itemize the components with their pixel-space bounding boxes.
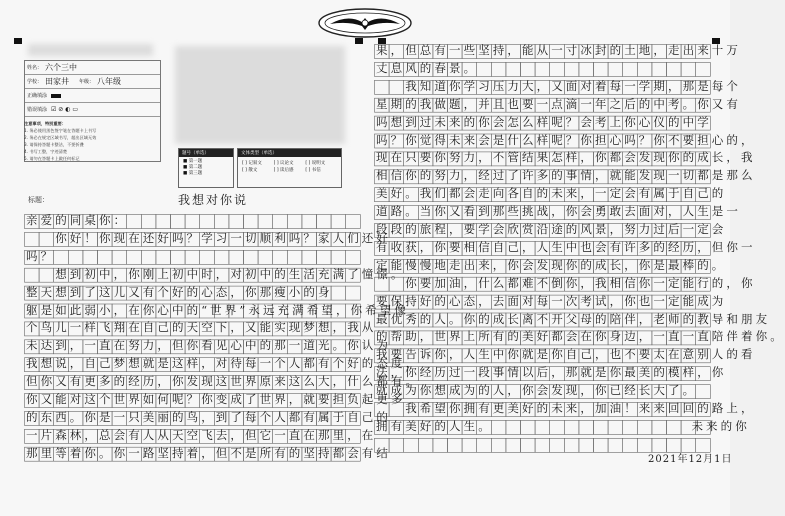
grid-cell	[433, 438, 448, 452]
genre-option[interactable]: [ ] 散文	[242, 168, 258, 173]
grid-cell	[448, 438, 463, 452]
grid-cell	[127, 215, 142, 229]
essay-line: 我知道你学习压力大，又面对着每一学期，那是每个	[376, 78, 741, 93]
essay-line: 你又能对这个世界如何呢？你变成了世界，就要担负起更多	[26, 392, 406, 406]
essay-line: 现在只要你努力，不管结果怎样，你都会发现你的成长，我	[376, 150, 756, 165]
grade-label: 年级：	[79, 79, 95, 85]
essay-date: 2021年12月1日	[648, 454, 733, 465]
name-row	[25, 61, 160, 75]
grid-cell	[214, 215, 229, 229]
grid-cell	[550, 62, 565, 76]
redacted-area	[28, 44, 153, 56]
genre-option[interactable]: [ ] 书信	[305, 168, 321, 173]
grid-cell	[477, 438, 492, 452]
grid-cell	[521, 62, 536, 76]
question-type-box: 题号（单选） ■ 第一题 ■ 第二题 ■ 第三题	[178, 148, 234, 188]
grid-cell	[491, 62, 506, 76]
grid-cell	[171, 215, 186, 229]
grid-cell	[594, 62, 609, 76]
grid-cell	[258, 250, 273, 264]
grid-cell	[200, 250, 215, 264]
essay-line: 星期的我做题，并且也要一点滴一年之后的中考。你又有	[376, 96, 741, 111]
essay-line: 整天想到了这儿又有个好的心态，你那瘦小的身	[26, 284, 333, 299]
grid-cell	[214, 250, 229, 264]
grid-cell	[521, 438, 536, 452]
grid-cell	[185, 250, 200, 264]
grid-cell	[404, 438, 419, 452]
grid-cell	[506, 62, 521, 76]
school-value: 田家井	[45, 77, 70, 86]
grid-cell	[535, 62, 550, 76]
essay-line: 吗？	[26, 248, 56, 263]
grid-cell	[156, 250, 171, 264]
grid-cell	[579, 62, 594, 76]
notes-title: 注意事项，特别重要：	[24, 121, 66, 126]
grid-cell	[623, 438, 638, 452]
grid-cell	[200, 215, 215, 229]
grid-cell	[317, 215, 332, 229]
note-line: 1. 务必使用黑色签字笔在答题卡上书写	[24, 128, 97, 133]
grid-cell	[579, 438, 594, 452]
grid-cell	[346, 215, 361, 229]
essay-line: 想到初中，你刚上初中时，对初中的生活充满了憧憬。	[26, 266, 406, 281]
grid-cell	[418, 438, 433, 452]
essay-line: 躯是如此弱小，在你心中的“世界”永远充满希望，你希望像	[26, 302, 409, 317]
essay-line: 那里等着你。你一路坚持着，但不是所有的坚持都会有结	[26, 445, 391, 460]
genre-option[interactable]: [ ] 读后感	[273, 168, 294, 173]
grid-cell	[229, 215, 244, 229]
grid-cell	[54, 250, 69, 264]
grid-cell	[652, 62, 667, 76]
note-line: 2. 务必在规定区域书写，超出区域无效	[24, 135, 97, 140]
grid-cell	[156, 215, 171, 229]
essay-line: 一片森林，总会有人从天空飞去，但它一直在那里，在	[26, 427, 377, 442]
grid-cell	[594, 438, 609, 452]
essay-line: 我想说，自己梦想就是这样，对待每一个人都有个好的态度，	[26, 356, 421, 371]
grid-cell	[564, 62, 579, 76]
grid-cell	[550, 438, 565, 452]
grid-cell	[83, 250, 98, 264]
filled-box-icon	[51, 94, 61, 98]
essay-line: 吗想到过未来的你会怎么样呢？会考上你心仪的中学	[376, 114, 712, 129]
grid-cell	[331, 250, 346, 264]
question-type-title: 题号（单选）	[179, 149, 233, 157]
note-line: 4. 书写工整，字迹清楚	[24, 149, 68, 154]
essay-line: 段段的旅程，要学会欣赏沿途的风景，努力过后一定会	[376, 222, 727, 236]
grid-cell	[681, 62, 696, 76]
grid-cell	[331, 215, 346, 229]
grid-cell	[462, 438, 477, 452]
grid-cell	[244, 215, 259, 229]
essay-line: 相信你的努力，经过了许多的事情，就能发现一切都是那么	[376, 168, 756, 183]
registration-mark	[14, 38, 22, 44]
grid-cell	[127, 250, 142, 264]
name-value: 六个三中	[45, 63, 78, 72]
grid-cell	[273, 215, 288, 229]
wrong-fill-label: 错误填涂	[27, 107, 48, 113]
grid-cell	[229, 250, 244, 264]
genre-option[interactable]: [ ] 议论文	[273, 161, 294, 166]
wrong-fill-row	[25, 103, 160, 117]
essay-line: 最优秀的人。你的成长离不开父母的陪伴，老师的教导和朋友	[376, 311, 771, 326]
essay-line: 我要告诉你，人生中你就是你自己，也不要太在意别人的看	[376, 347, 756, 362]
essay-line: 就成为你想成为的人，你会发现，你已经长大了。	[376, 383, 698, 398]
essay-line: 丈息风的春景。	[376, 60, 479, 75]
grid-cell	[491, 438, 506, 452]
grid-cell	[302, 250, 317, 264]
question-type-option[interactable]: 第二题	[188, 165, 203, 170]
essay-line: 吗？你觉得未来会是什么样呢？你担心吗？你不要担心的，	[376, 132, 756, 147]
essay-line: 要保持好的心态，去面对每一次考试，你也一定能成为	[376, 293, 727, 308]
school-row	[25, 75, 160, 89]
note-line: 3. 请保持答题卡整洁，不要折叠	[24, 142, 84, 147]
grid-cell	[623, 62, 638, 76]
grid-cell	[506, 438, 521, 452]
grid-cell	[667, 62, 682, 76]
grid-cell	[302, 215, 317, 229]
school-label: 学校：	[27, 79, 43, 85]
genre-option[interactable]: [ ] 说明文	[305, 161, 326, 166]
grid-cell	[389, 438, 404, 452]
emblem-logo-icon	[318, 8, 412, 38]
essay-line: 道路。当你又看到那些挑战，你会勇敢去面对，人生是一	[376, 204, 741, 219]
registration-mark	[355, 38, 363, 44]
genre-box	[237, 148, 342, 188]
grid-cell	[171, 250, 186, 264]
grid-cell	[331, 286, 346, 300]
essay-line: 你要加油，什么都难不倒你，我相信你一定能行的，你	[376, 275, 756, 290]
essay-line: 你好！你现在还好吗？学习一切顺利吗？家人们还好	[26, 230, 391, 245]
grid-cell	[287, 250, 302, 264]
essay-line: 但你又有更多的经历，你发现这世界原来这么大，什么都有。	[26, 374, 421, 389]
essay-title-label: 标题：	[28, 196, 49, 204]
wrong-fill-examples-icon: ☑ ⊘ ◐ ▭	[51, 106, 79, 113]
essay-line: 的东西。你是一只美丽的鸟，到了每个人都有属于自己的	[26, 409, 391, 424]
genre-title: 文体类型（单选）	[238, 149, 341, 157]
grid-cell	[98, 250, 113, 264]
essay-line: 亲爱的同桌你：	[26, 213, 129, 227]
grid-cell	[68, 250, 83, 264]
genre-option[interactable]: [ ] 记叙文	[242, 161, 262, 166]
grid-cell	[112, 250, 127, 264]
grid-cell	[346, 250, 361, 264]
essay-line: 美好。我们都会走向各自的未来，一定会有属于自己的	[376, 186, 727, 201]
essay-line: 个鸟儿一样飞翔在自己的天空下，又能实现梦想，我从	[26, 320, 377, 335]
essay-line: 未达到，一直在努力，但你看见心中的那一道光。你认为	[26, 338, 391, 353]
name-label: 姓名：	[27, 65, 43, 71]
essay-line: 我希望你拥有更美好的未来，加油！来来回回的路上，	[376, 401, 756, 415]
essay-line: 法，你经历过一段事情以后，那就是你最美的模样，你	[376, 365, 727, 380]
grid-cell	[346, 286, 361, 300]
grid-cell	[185, 215, 200, 229]
redacted-barcode-area	[175, 46, 345, 144]
notes-section	[24, 120, 159, 162]
essay-line: 有收获，你要相信自己，人生中也会有许多的经历，但你一	[376, 239, 756, 254]
grid-cell	[696, 62, 711, 76]
grid-cell	[287, 215, 302, 229]
grid-cell	[608, 438, 623, 452]
essay-line: 的帮助，世界上所有的美好都会在你身边，一直一直陪伴着你。	[376, 329, 785, 344]
grid-cell	[258, 215, 273, 229]
grid-cell	[535, 438, 550, 452]
grade-value: 八年级	[97, 77, 122, 86]
question-type-option[interactable]: 第一题	[188, 159, 203, 164]
essay-title: 我想对你说	[178, 193, 249, 207]
grid-cell	[696, 385, 711, 399]
essay-line: 果，但总有一些坚持，能从一寸冰封的土地，走出来十万	[376, 43, 741, 57]
note-line: 5. 请勿在答题卡上做任何标记	[24, 156, 80, 161]
grid-cell	[244, 250, 259, 264]
question-type-option[interactable]: 第三题	[188, 171, 203, 176]
grid-cell	[637, 62, 652, 76]
grid-cell	[141, 250, 156, 264]
essay-line: 定能慢慢地走出来，你会发现你的成长，你是最棒的。	[376, 257, 727, 272]
correct-fill-row	[25, 89, 160, 103]
grid-cell	[317, 250, 332, 264]
grid-cell	[564, 438, 579, 452]
grid-cell	[477, 62, 492, 76]
correct-fill-label: 正确填涂	[27, 93, 48, 99]
grid-cell	[141, 215, 156, 229]
essay-line: 拥有美好的人生。 未来的你	[376, 418, 750, 433]
grid-cell	[273, 250, 288, 264]
grid-cell	[608, 62, 623, 76]
